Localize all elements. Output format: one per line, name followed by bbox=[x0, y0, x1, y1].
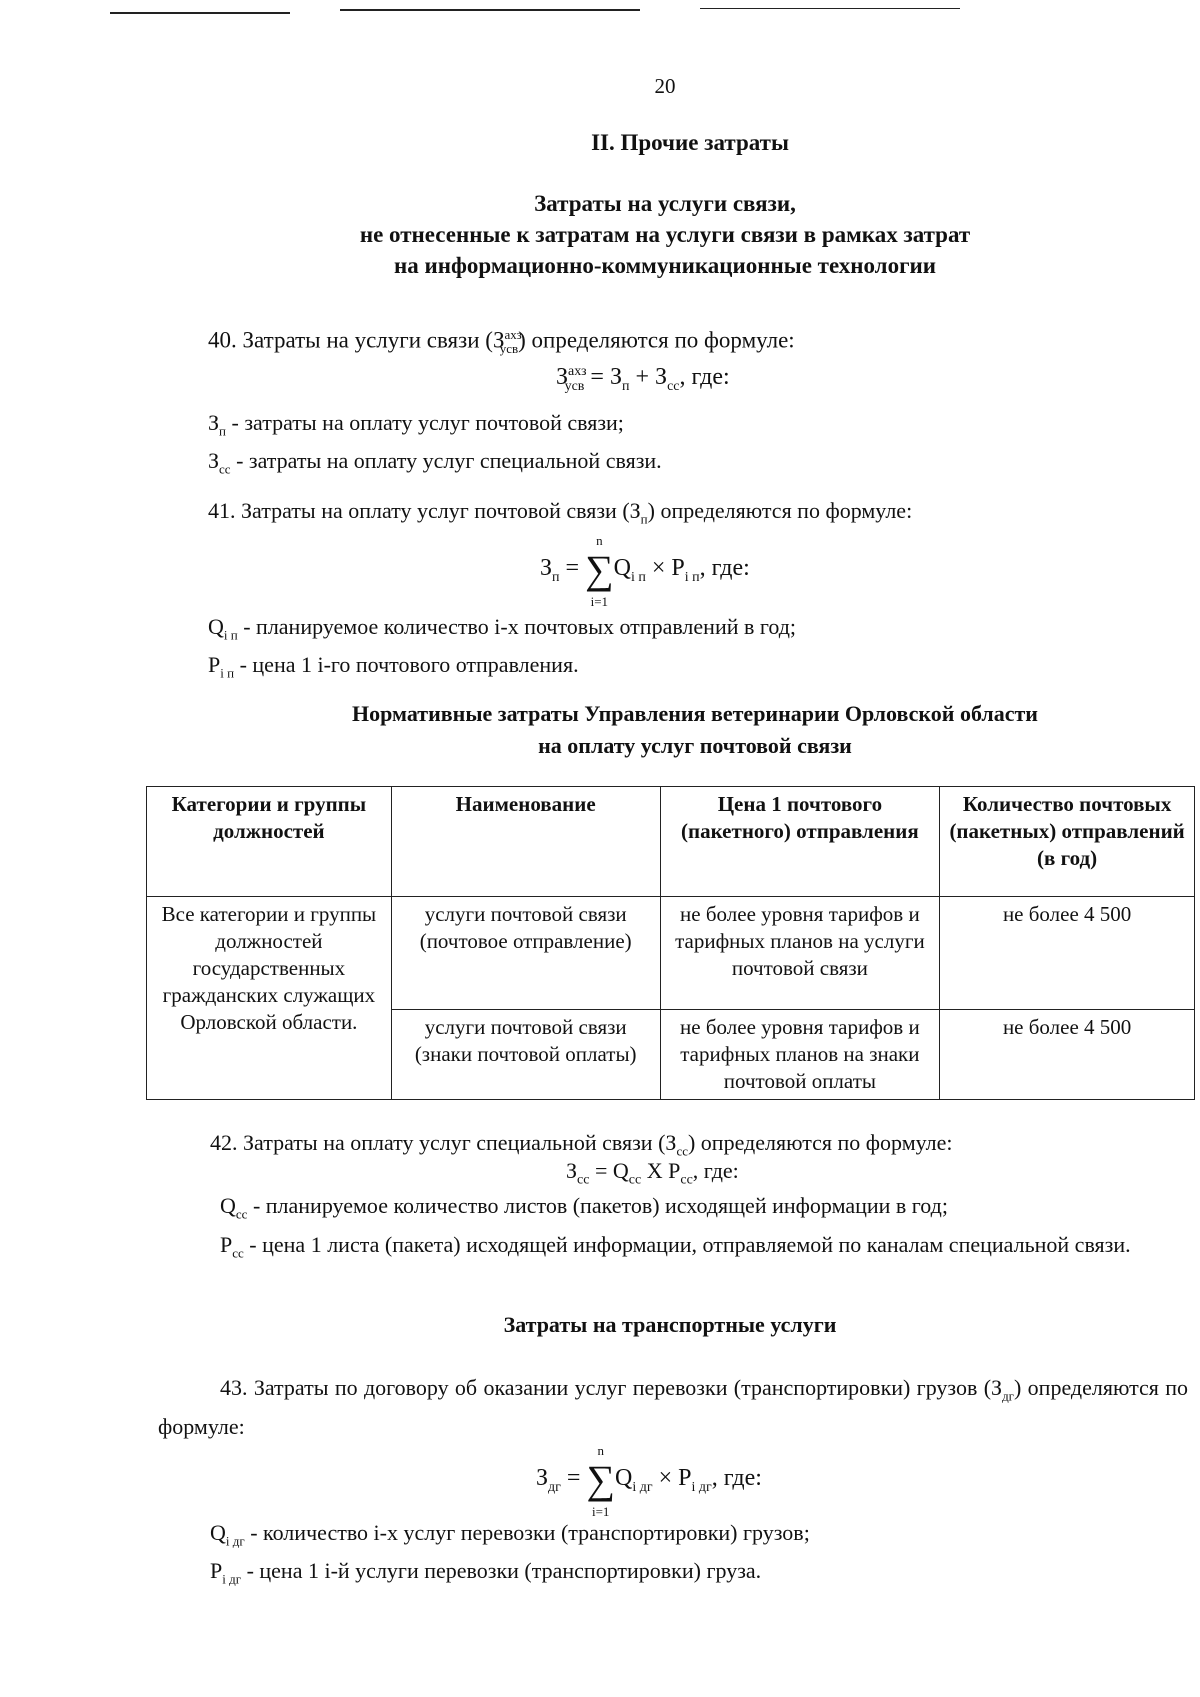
table-header-cell: Цена 1 почтового (пакетного) отправления bbox=[660, 787, 940, 897]
formula-41: $З_п$ = n ∑ i=1 $Q_{i п} \times P_{i п}$, где: bbox=[540, 533, 750, 609]
definition-line: $Q_{i п}$ - планируемое количество i-х почтовых отправлений в год; bbox=[208, 614, 797, 643]
definition-line: $P_{i дг}$ - цена 1 i-й услуги перевозки (транспортировки) груза. bbox=[210, 1558, 762, 1587]
table-header-cell: Категории и группы должностей bbox=[147, 787, 392, 897]
table-header-row bbox=[147, 787, 1195, 897]
scan-edge-line bbox=[340, 9, 640, 11]
table-cell: не более уровня тарифов и тарифных планов на услуги почтовой связи bbox=[660, 897, 940, 1010]
table-row bbox=[147, 897, 1195, 1010]
subsection-title: Затраты на услуги связи, не отнесенные к затратам на услуги связи в рамках затрат на информационно-коммуникационные технологии bbox=[359, 191, 971, 278]
definition-line: $Q_{сс}$ - планируемое количество листов (пакетов) исходящей информации в год; bbox=[220, 1193, 948, 1222]
table-cell: услуги почтовой связи (почтовое отправление) bbox=[391, 897, 660, 1010]
table-cell: не более 4 500 bbox=[940, 897, 1195, 1010]
definitions-41 bbox=[208, 612, 1168, 689]
definitions-43 bbox=[210, 1518, 1170, 1595]
table-cell: не более 4 500 bbox=[940, 1010, 1195, 1100]
formula-40: $З^{ахз}_{усв} = З_п + З_{сс}$, где: bbox=[556, 364, 730, 394]
definition-line: $P_{i п}$ - цена 1 i-го почтового отправления. bbox=[208, 652, 579, 681]
sum-sign: n ∑ i=1 bbox=[585, 533, 614, 609]
table-header-cell: Количество почтовых (пакетных) отправлений (в год) bbox=[940, 787, 1195, 897]
paragraph-43: 43. Затраты по договору об оказании услуг перевозки (транспортировки) грузов $(З_{дг})$ определяются по формуле: bbox=[158, 1375, 1188, 1440]
definition-line: $З_п$ - затраты на оплату услуг почтовой связи; bbox=[208, 410, 624, 439]
table-header-cell: Наименование bbox=[391, 787, 660, 897]
definition-line: $P_{сс}$ - цена 1 листа (пакета) исходящей информации, отправляемой по каналам специальной связи. bbox=[220, 1232, 1131, 1261]
subsection-title: Затраты на транспортные услуги bbox=[503, 1312, 837, 1337]
table-cell: услуги почтовой связи (знаки почтовой оплаты) bbox=[391, 1010, 660, 1100]
scan-edge-line bbox=[700, 8, 960, 9]
paragraph-41: 41. Затраты на оплату услуг почтовой связи $(З_п)$ определяются по формуле: bbox=[208, 498, 913, 527]
definitions-40 bbox=[208, 408, 1168, 485]
page-number: 20 bbox=[654, 74, 676, 98]
table-title: Нормативные затраты Управления ветеринарии Орловской области на оплату услуг почтовой связи bbox=[352, 701, 1038, 758]
paragraph-42: 42. Затраты на оплату услуг специальной связи $(З_{сс})$ определяются по формуле: bbox=[210, 1130, 953, 1159]
category-cell: Все категории и группы должностей государственных гражданских служащих Орловской области. bbox=[147, 897, 392, 1100]
definition-line: $Q_{i дг}$ - количество i-х услуг перевозки (транспортировки) грузов; bbox=[210, 1520, 810, 1549]
formula-42: $З_{сс} = Q_{сс}$ X $P_{сс}$, где: bbox=[566, 1158, 739, 1188]
paragraph-40: 40. Затраты на услуги связи $(З^{ахз}_{усв})$ определяются по формуле: bbox=[208, 327, 795, 357]
norm-table bbox=[146, 786, 1195, 1100]
definition-line: $З_{сс}$ - затраты на оплату услуг специальной связи. bbox=[208, 448, 662, 477]
formula-43: $З_{дг}$ = n ∑ i=1 $Q_{i дг} \times P_{i дг}$, где: bbox=[536, 1443, 762, 1519]
definitions-42 bbox=[158, 1190, 1188, 1269]
section-title: II. Прочие затраты bbox=[591, 130, 789, 155]
table-cell: не более уровня тарифов и тарифных планов на знаки почтовой оплаты bbox=[660, 1010, 940, 1100]
sum-sign: n ∑ i=1 bbox=[586, 1443, 615, 1519]
scan-edge-line bbox=[110, 12, 290, 14]
